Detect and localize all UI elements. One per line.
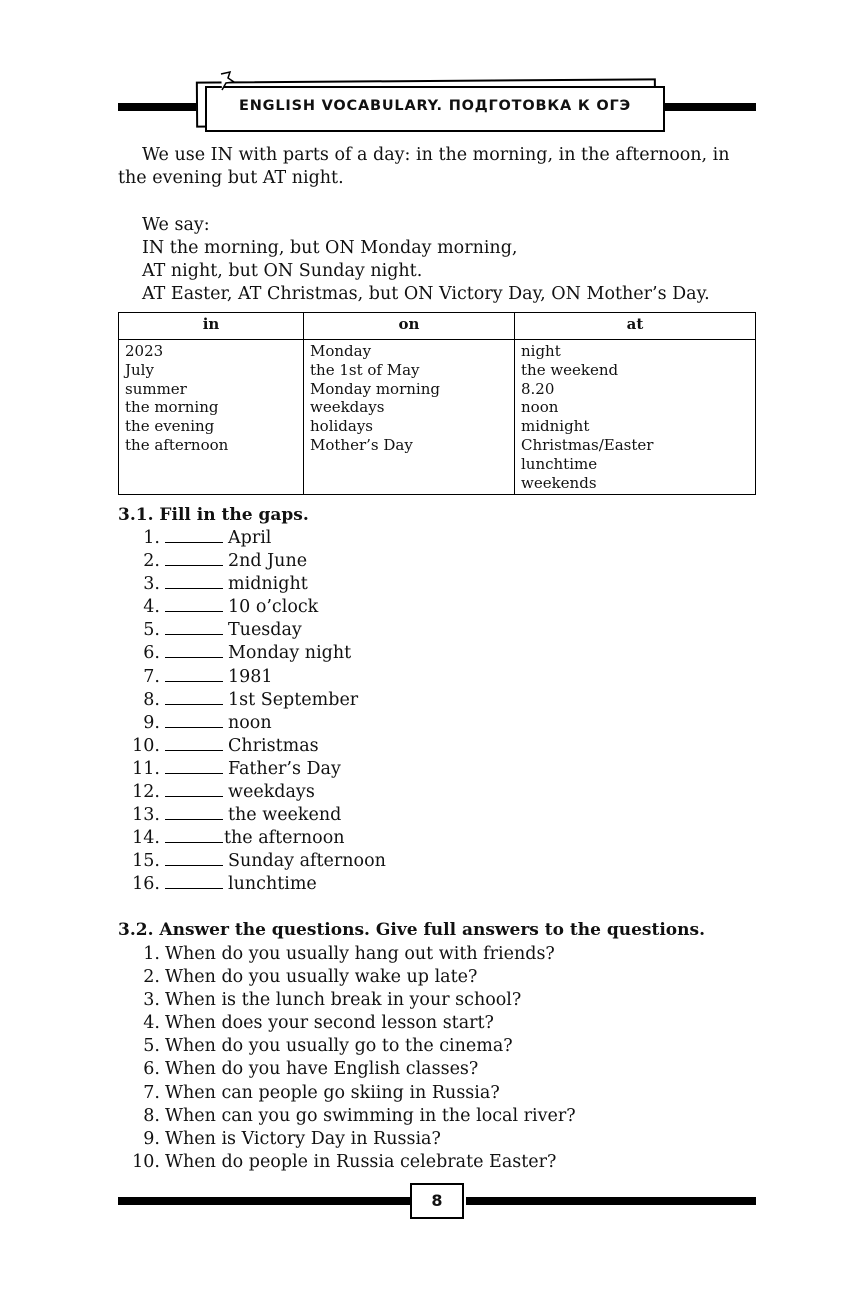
column-header-on: on (304, 313, 515, 340)
table-entry: lunchtime (521, 454, 598, 473)
table-entry: the morning (125, 398, 219, 417)
we-say-block (142, 214, 710, 306)
blank-gap (165, 851, 223, 866)
item-text: midnight (228, 574, 308, 595)
we-say-line: We say: (142, 215, 210, 235)
item-number: 13. (132, 805, 160, 826)
item-number: 7. (143, 1082, 160, 1103)
blank-gap (165, 597, 223, 612)
item-text: lunchtime (228, 874, 317, 895)
table-entry: Monday morning (310, 379, 440, 398)
header-frame (205, 86, 665, 132)
blank-gap (165, 782, 223, 797)
list-item (118, 1012, 576, 1035)
item-number: 8. (143, 689, 160, 710)
list-item (118, 689, 386, 712)
blank-gap (165, 667, 223, 682)
table-entry: the evening (125, 417, 215, 436)
table-entry: 2023 (125, 342, 164, 360)
item-text: Father’s Day (228, 758, 341, 779)
at-column-cell (515, 340, 756, 495)
question-text: When do you usually wake up late? (165, 967, 478, 988)
blank-gap (165, 828, 223, 843)
list-item (118, 989, 576, 1012)
list-item (118, 642, 386, 665)
item-number: 2. (143, 551, 160, 572)
item-number: 8. (143, 1105, 160, 1126)
question-text: When is the lunch break in your school? (165, 990, 522, 1011)
in-column-cell (119, 340, 304, 495)
item-text: Tuesday (228, 620, 302, 641)
pushpin-icon (218, 70, 240, 92)
table-entry: weekdays (310, 398, 385, 417)
list-item (118, 873, 386, 896)
list-item (118, 966, 576, 989)
list-item (118, 527, 386, 550)
item-number: 7. (143, 666, 160, 687)
list-item (118, 666, 386, 689)
question-text: When do you usually hang out with friends? (165, 944, 555, 964)
question-text: When do you usually go to the cinema? (165, 1036, 513, 1057)
list-item (118, 596, 386, 619)
list-item (118, 1105, 576, 1128)
exercise-3-1-title: 3.1. Fill in the gaps. (118, 505, 309, 525)
blank-gap (165, 528, 223, 543)
list-item (118, 550, 386, 573)
footer-rule-right (466, 1197, 756, 1205)
item-number: 9. (143, 712, 160, 733)
blank-gap (165, 643, 223, 658)
blank-gap (165, 713, 223, 728)
item-number: 4. (143, 1013, 160, 1034)
blank-gap (165, 690, 223, 705)
item-number: 1. (143, 944, 160, 964)
blank-gap (165, 805, 223, 820)
intro-line: We use IN with parts of a day: in the morning, in the afternoon, in (142, 145, 730, 165)
column-header-at: at (515, 313, 756, 340)
list-item (118, 735, 386, 758)
on-column-cell (304, 340, 515, 495)
item-text: Sunday afternoon (228, 851, 386, 872)
table-entry: July (125, 360, 154, 379)
table-row (119, 340, 756, 495)
intro-line: the evening but AT night. (118, 168, 344, 188)
list-item (118, 1058, 576, 1081)
list-item (118, 619, 386, 642)
question-text: When do you have English classes? (165, 1059, 479, 1080)
item-text: Monday night (228, 643, 352, 664)
list-item (118, 1035, 576, 1058)
item-text: 1981 (228, 666, 273, 687)
table-entry: 8.20 (521, 379, 555, 398)
footer-rule-left (118, 1197, 410, 1205)
item-text: 10 o’clock (228, 597, 319, 618)
blank-gap (165, 620, 223, 635)
blank-gap (165, 874, 223, 889)
blank-gap (165, 551, 223, 566)
list-item (118, 758, 386, 781)
item-text: Christmas (228, 735, 319, 756)
question-text: When can people go skiing in Russia? (165, 1082, 500, 1103)
table-entry: Christmas/Easter (521, 435, 654, 454)
question-text: When do people in Russia celebrate Easter? (165, 1151, 557, 1172)
item-number: 14. (132, 828, 160, 849)
we-say-line: IN the morning, but ON Monday morning, (142, 238, 518, 258)
item-number: 5. (143, 620, 160, 641)
item-number: 15. (132, 851, 160, 872)
list-item (118, 1151, 576, 1174)
item-text: the afternoon (224, 828, 345, 849)
column-header-in: in (119, 313, 304, 340)
exercise-3-2-title: 3.2. Answer the questions. Give full answers to the questions. (118, 920, 705, 940)
header-rule-left (118, 103, 208, 111)
blank-gap (165, 574, 223, 589)
item-number: 3. (143, 574, 160, 595)
table-entry: the 1st of May (310, 360, 420, 379)
item-text: 2nd June (228, 551, 308, 572)
question-text: When is Victory Day in Russia? (165, 1128, 441, 1149)
list-item (118, 1128, 576, 1151)
item-number: 4. (143, 597, 160, 618)
blank-gap (165, 736, 223, 751)
item-number: 2. (143, 967, 160, 988)
table-entry: midnight (521, 417, 590, 436)
exercise-3-2-list (118, 943, 576, 1174)
table-entry: night (521, 342, 561, 360)
list-item (118, 827, 386, 850)
item-number: 5. (143, 1036, 160, 1057)
prepositions-table (118, 312, 756, 495)
item-number: 6. (143, 643, 160, 664)
table-entry: weekends (521, 473, 597, 492)
list-item (118, 943, 576, 966)
table-entry: the weekend (521, 360, 619, 379)
item-number: 16. (132, 874, 160, 895)
item-text: April (228, 528, 272, 548)
question-text: When can you go swimming in the local river? (165, 1105, 576, 1126)
exercise-3-1-list (118, 527, 386, 897)
header-rule-right (664, 103, 756, 111)
item-number: 11. (132, 758, 160, 779)
table-entry: Mother’s Day (310, 435, 413, 454)
item-number: 12. (132, 782, 160, 803)
table-entry: holidays (310, 417, 374, 436)
list-item (118, 1082, 576, 1105)
table-header-row (119, 313, 756, 340)
item-number: 10. (132, 1151, 160, 1172)
running-header-title: ENGLISH VOCABULARY. ПОДГОТОВКА К ОГЭ (239, 98, 631, 114)
item-number: 9. (143, 1128, 160, 1149)
blank-gap (165, 759, 223, 774)
list-item (118, 850, 386, 873)
table-entry: the afternoon (125, 435, 229, 454)
question-text: When does your second lesson start? (165, 1013, 494, 1034)
item-number: 3. (143, 990, 160, 1011)
list-item (118, 712, 386, 735)
item-number: 1. (143, 528, 160, 548)
we-say-line: AT night, but ON Sunday night. (142, 261, 423, 281)
we-say-line: AT Easter, AT Christmas, but ON Victory Day, ON Mother’s Day. (142, 284, 710, 304)
intro-paragraph (118, 144, 758, 190)
list-item (118, 804, 386, 827)
table-entry: noon (521, 398, 559, 417)
list-item (118, 781, 386, 804)
item-number: 10. (132, 735, 160, 756)
item-text: 1st September (228, 689, 359, 710)
list-item (118, 573, 386, 596)
table-entry: summer (125, 379, 187, 398)
page-number: 8 (410, 1183, 464, 1219)
table-entry: Monday (310, 342, 372, 360)
item-text: noon (228, 712, 272, 733)
item-text: the weekend (228, 805, 342, 826)
item-number: 6. (143, 1059, 160, 1080)
item-text: weekdays (228, 782, 315, 803)
